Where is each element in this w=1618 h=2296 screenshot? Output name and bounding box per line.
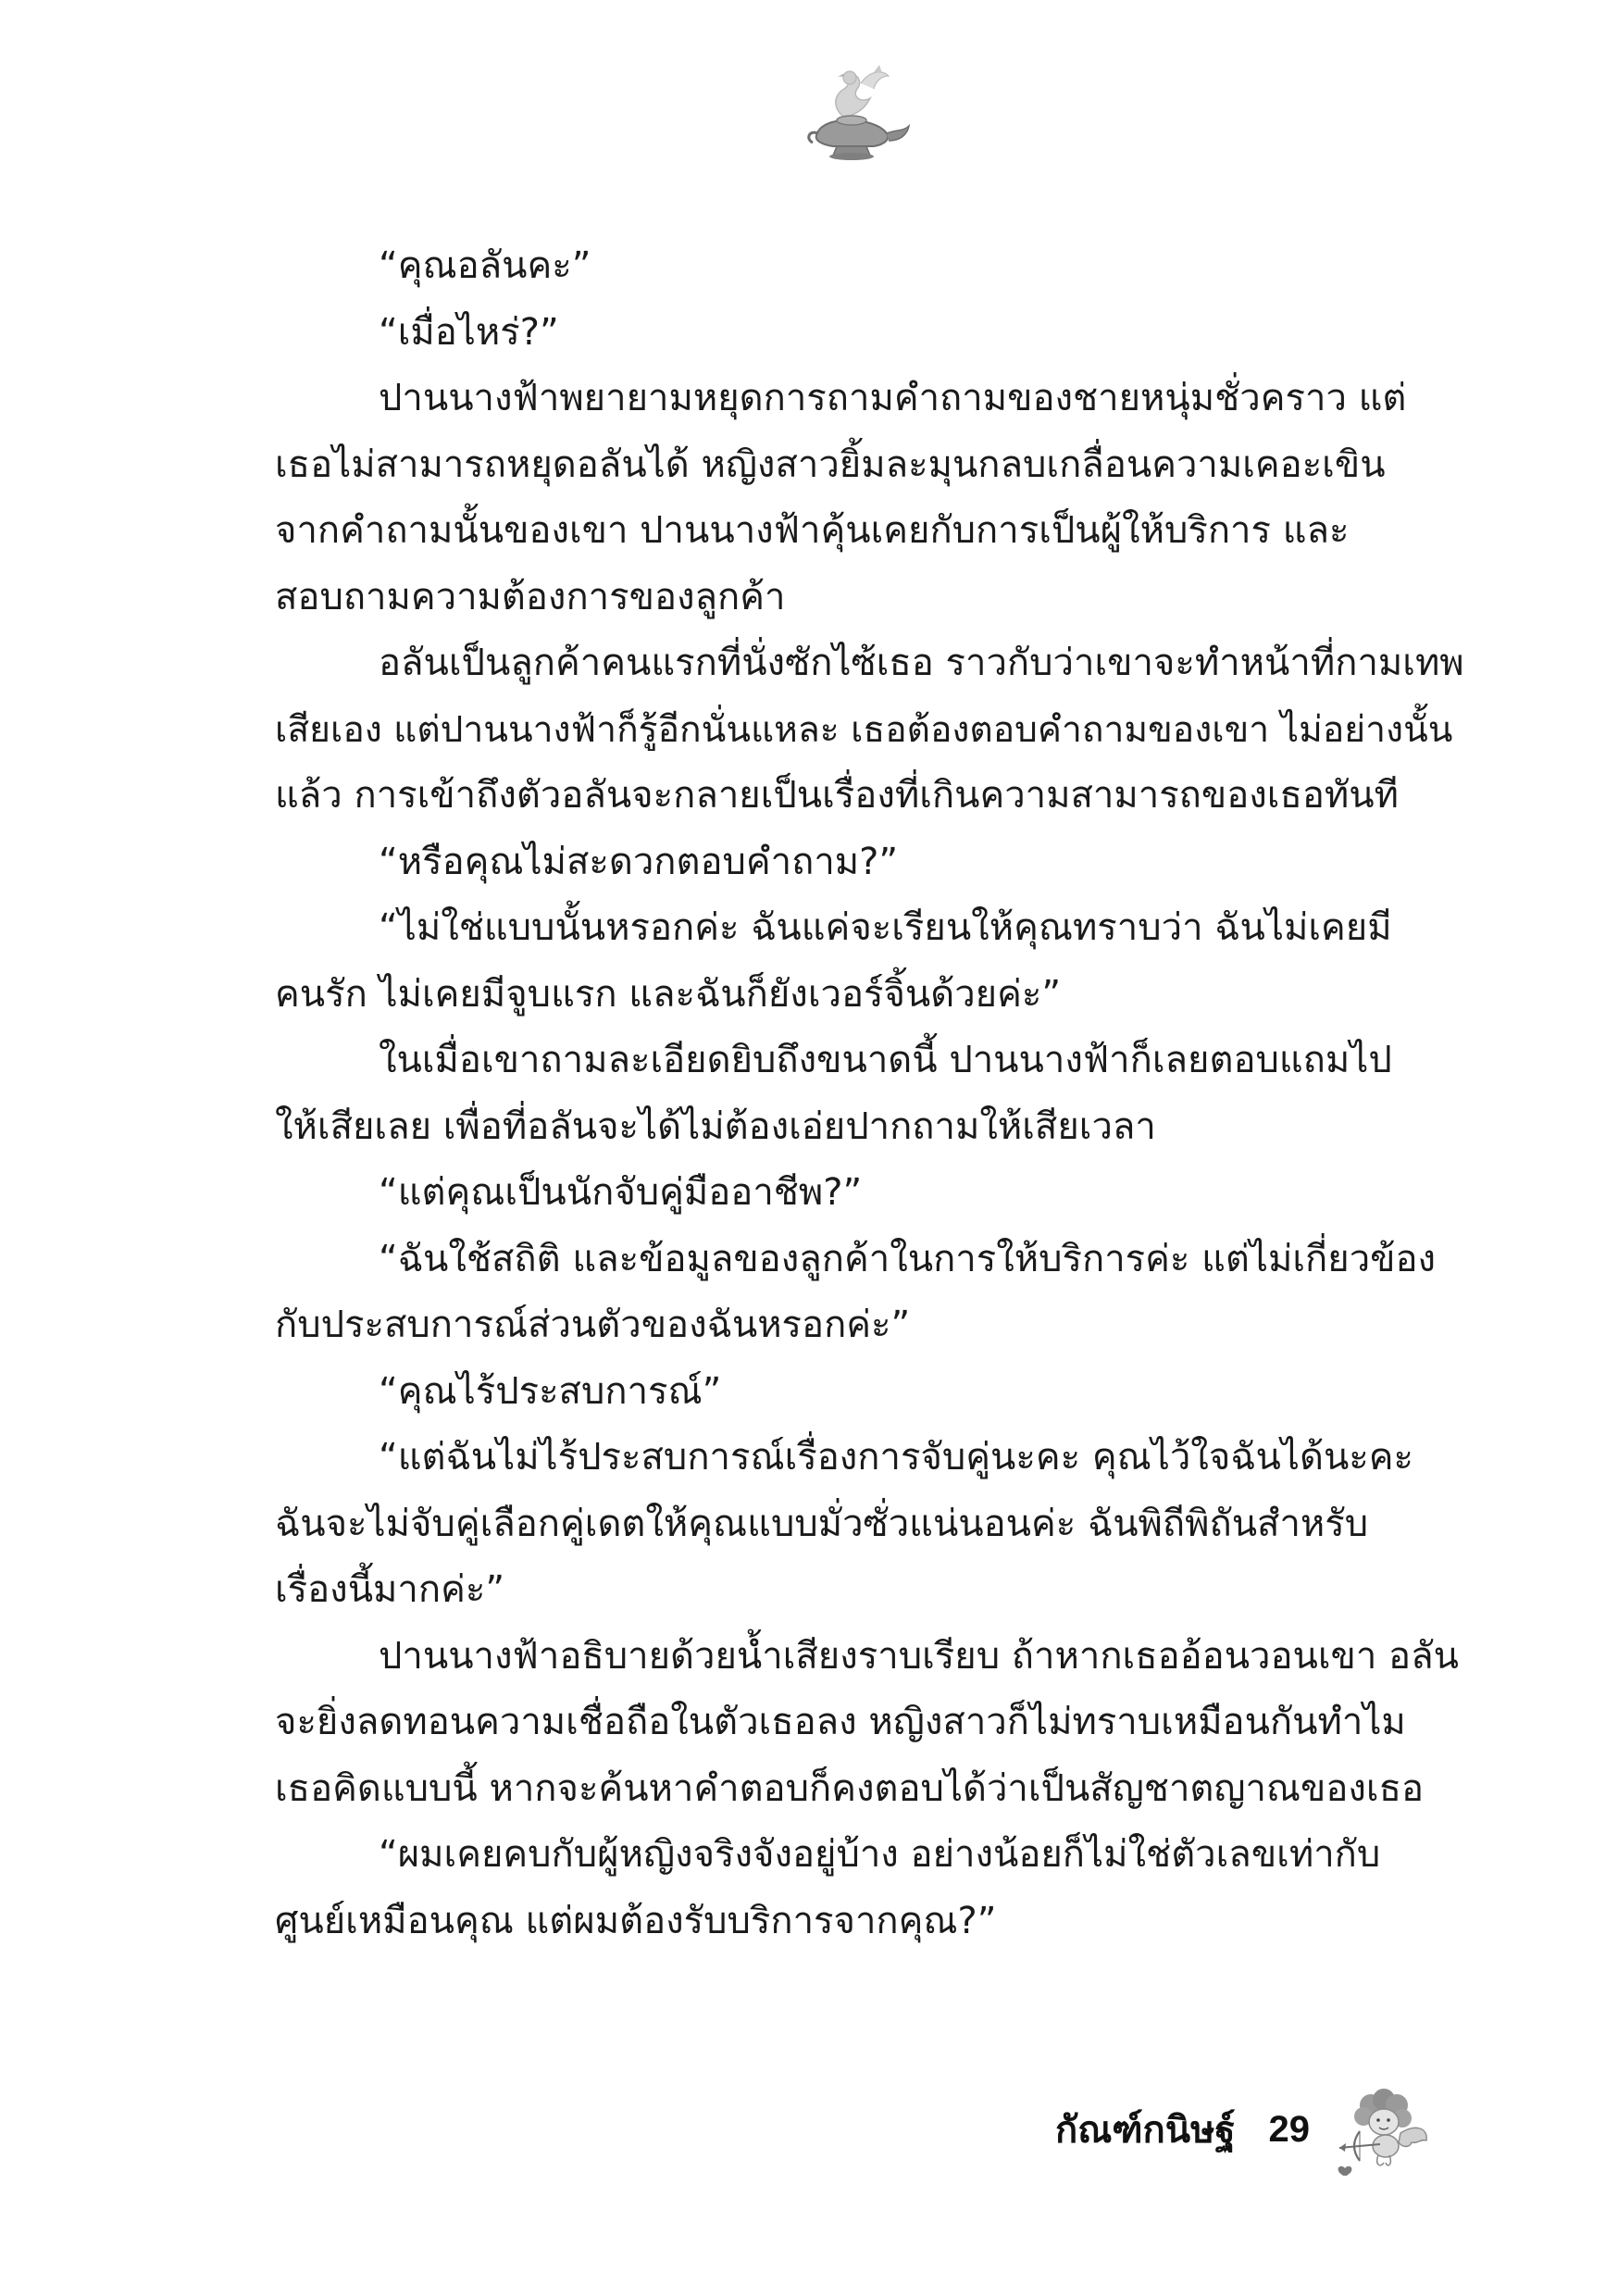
text-line: “แต่ฉันไม่ไร้ประสบการณ์เรื่องการจับคู่นะคะ คุณไว้ใจฉันได้นะคะ: [379, 1436, 1414, 1479]
text-line: “ฉันใช้สถิติ และข้อมูลของลูกค้าในการให้บริการค่ะ แต่ไม่เกี่ยวข้อง: [379, 1237, 1437, 1280]
text-line: จะยิ่งลดทอนความเชื่อถือในตัวเธอลง หญิงสาวก็ไม่ทราบเหมือนกันทำไม: [275, 1701, 1406, 1743]
book-title: กัณฑ์กนิษฐ์: [1055, 2109, 1236, 2152]
text-line: ฉันจะไม่จับคู่เลือกคู่เดตให้คุณแบบมั่วซั่วแน่นอนค่ะ ฉันพิถีพิถันสำหรับ: [275, 1502, 1369, 1545]
text-line: “คุณอลันคะ”: [379, 244, 591, 287]
text-line: เธอไม่สามารถหยุดอลันได้ หญิงสาวยิ้มละมุนกลบเกลื่อนความเคอะเขิน: [275, 443, 1386, 486]
text-line: แล้ว การเข้าถึงตัวอลันจะกลายเป็นเรื่องที่เกินความสามารถของเธอทันที: [275, 774, 1399, 817]
page-number: 29: [1268, 2108, 1311, 2150]
text-line: ปานนางฟ้าพยายามหยุดการถามคำถามของชายหนุ่มชั่วคราว แต่: [379, 377, 1407, 419]
text-line: เธอคิดแบบนี้ หากจะค้นหาคำตอบก็คงตอบได้ว่าเป็นสัญชาตญาณของเธอ: [275, 1766, 1425, 1810]
text-line: คนรัก ไม่เคยมีจูบแรก และฉันก็ยังเวอร์จิ้นด้วยค่ะ”: [275, 972, 1062, 1016]
text-line: “คุณไร้ประสบการณ์”: [379, 1369, 722, 1413]
body-text: [275, 233, 1469, 1954]
text-line: “เมื่อไหร่?”: [379, 310, 559, 354]
text-line: สอบถามความต้องการของลูกค้า: [275, 575, 786, 618]
text-line: เรื่องนี้มากค่ะ”: [275, 1568, 505, 1611]
text-line: กับประสบการณ์ส่วนตัวของฉันหรอกค่ะ”: [275, 1304, 911, 1346]
text-line: จากคำถามนั้นของเขา ปานนางฟ้าคุ้นเคยกับการเป็นผู้ให้บริการ และ: [275, 509, 1350, 552]
text-line: “แต่คุณเป็นนักจับคู่มืออาชีพ?”: [379, 1171, 863, 1214]
text-line: ให้เสียเลย เพื่อที่อลันจะได้ไม่ต้องเอ่ยปากถามให้เสียเวลา: [275, 1104, 1156, 1148]
text-line: “ไม่ใช่แบบนั้นหรอกค่ะ ฉันแค่จะเรียนให้คุณทราบว่า ฉันไม่เคยมี: [379, 906, 1392, 949]
text-line: เสียเอง แต่ปานนางฟ้าก็รู้อีกนั่นแหละ เธอต้องตอบคำถามของเขา ไม่อย่างนั้น: [275, 708, 1453, 751]
text-line: ศูนย์เหมือนคุณ แต่ผมต้องรับบริการจากคุณ?”: [275, 1899, 997, 1942]
cupid-icon: [1332, 2083, 1434, 2176]
text-line: ในเมื่อเขาถามละเอียดยิบถึงขนาดนี้ ปานนางฟ้าก็เลยตอบแถมไป: [379, 1039, 1392, 1081]
text-line: “ผมเคยคบกับผู้หญิงจริงจังอยู่บ้าง อย่างน้อยก็ไม่ใช่ตัวเลขเท่ากับ: [379, 1833, 1381, 1876]
text-line: อลันเป็นลูกค้าคนแรกที่นั่งซักไซ้เธอ ราวกับว่าเขาจะทำหน้าที่กามเทพ: [379, 642, 1464, 684]
genie-lamp-icon: [796, 56, 916, 167]
page-footer: [1055, 2083, 1434, 2176]
text-line: “หรือคุณไม่สะดวกตอบคำถาม?”: [379, 840, 899, 883]
text-line: ปานนางฟ้าอธิบายด้วยน้ำเสียงราบเรียบ ถ้าหากเธออ้อนวอนเขา อลัน: [379, 1634, 1459, 1678]
